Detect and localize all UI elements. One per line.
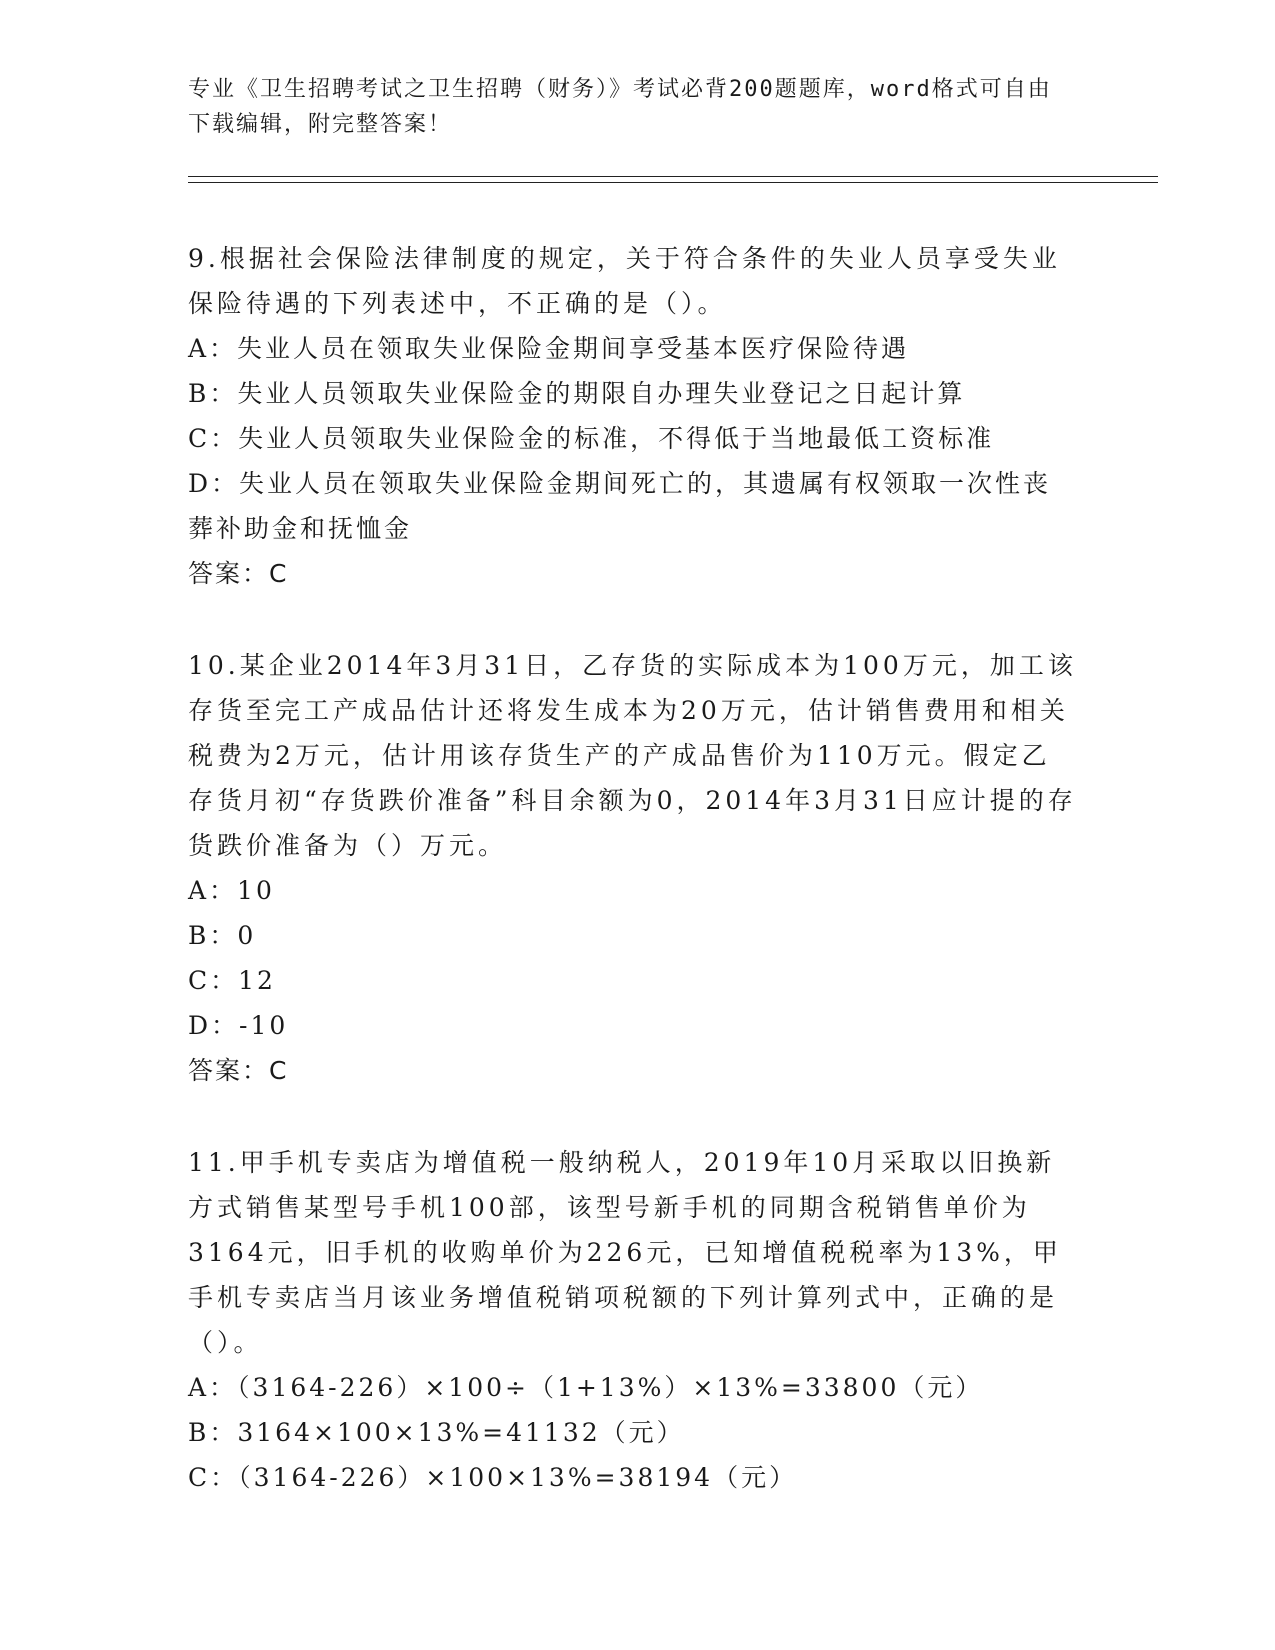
question-text: 9.根据社会保险法律制度的规定，关于符合条件的失业人员享受失业保险待遇的下列表述中，不正确的是（）。 — [188, 244, 1061, 318]
answer-line: 答案：C — [188, 559, 289, 588]
question-text: 11.甲手机专卖店为增值税一般纳税人，2019年10月采取以旧换新方式销售某型号手机100部，该型号新手机的同期含税销售单价为3164元，旧手机的收购单价为226元，已知增值税税率为13%，甲手机专卖店当月该业务增值税销项税额的下列计算列式中，正确的是（）。 — [188, 1148, 1062, 1357]
question-9 — [188, 236, 1078, 596]
option-d: D：-10 — [188, 1011, 289, 1040]
option-c: C：（3164-226）×100×13%=38194（元） — [188, 1463, 798, 1492]
option-a: A：（3164-226）×100÷（1+13%）×13%=33800（元） — [188, 1373, 984, 1402]
option-d: D：失业人员在领取失业保险金期间死亡的，其遗属有权领取一次性丧葬补助金和抚恤金 — [188, 469, 1052, 543]
option-a: A：10 — [188, 876, 275, 905]
document-header: 专业《卫生招聘考试之卫生招聘（财务）》考试必背200题题库，word格式可自由下载编辑，附完整答案！ — [188, 77, 1052, 137]
option-b: B：3164×100×13%=41132（元） — [188, 1418, 685, 1447]
option-c: C：12 — [188, 966, 276, 995]
question-list — [188, 236, 1078, 1547]
option-a: A：失业人员在领取失业保险金期间享受基本医疗保险待遇 — [188, 334, 910, 363]
header-divider-top — [188, 176, 1158, 177]
answer-line: 答案：C — [188, 1056, 289, 1085]
option-b: B：0 — [188, 921, 257, 950]
question-11 — [188, 1140, 1078, 1500]
option-b: B：失业人员领取失业保险金的期限自办理失业登记之日起计算 — [188, 379, 966, 408]
option-c: C：失业人员领取失业保险金的标准，不得低于当地最低工资标准 — [188, 424, 995, 453]
question-10 — [188, 643, 1078, 1093]
question-text: 10.某企业2014年3月31日，乙存货的实际成本为100万元，加工该存货至完工产成品估计还将发生成本为20万元，估计销售费用和相关税费为2万元，估计用该存货生产的产成品售价为110万元。假定乙存货月初“存货跌价准备”科目余额为0，2014年3月31日应计提的存货跌价准备为（）万元。 — [188, 651, 1077, 860]
header-divider-bottom — [188, 182, 1158, 183]
